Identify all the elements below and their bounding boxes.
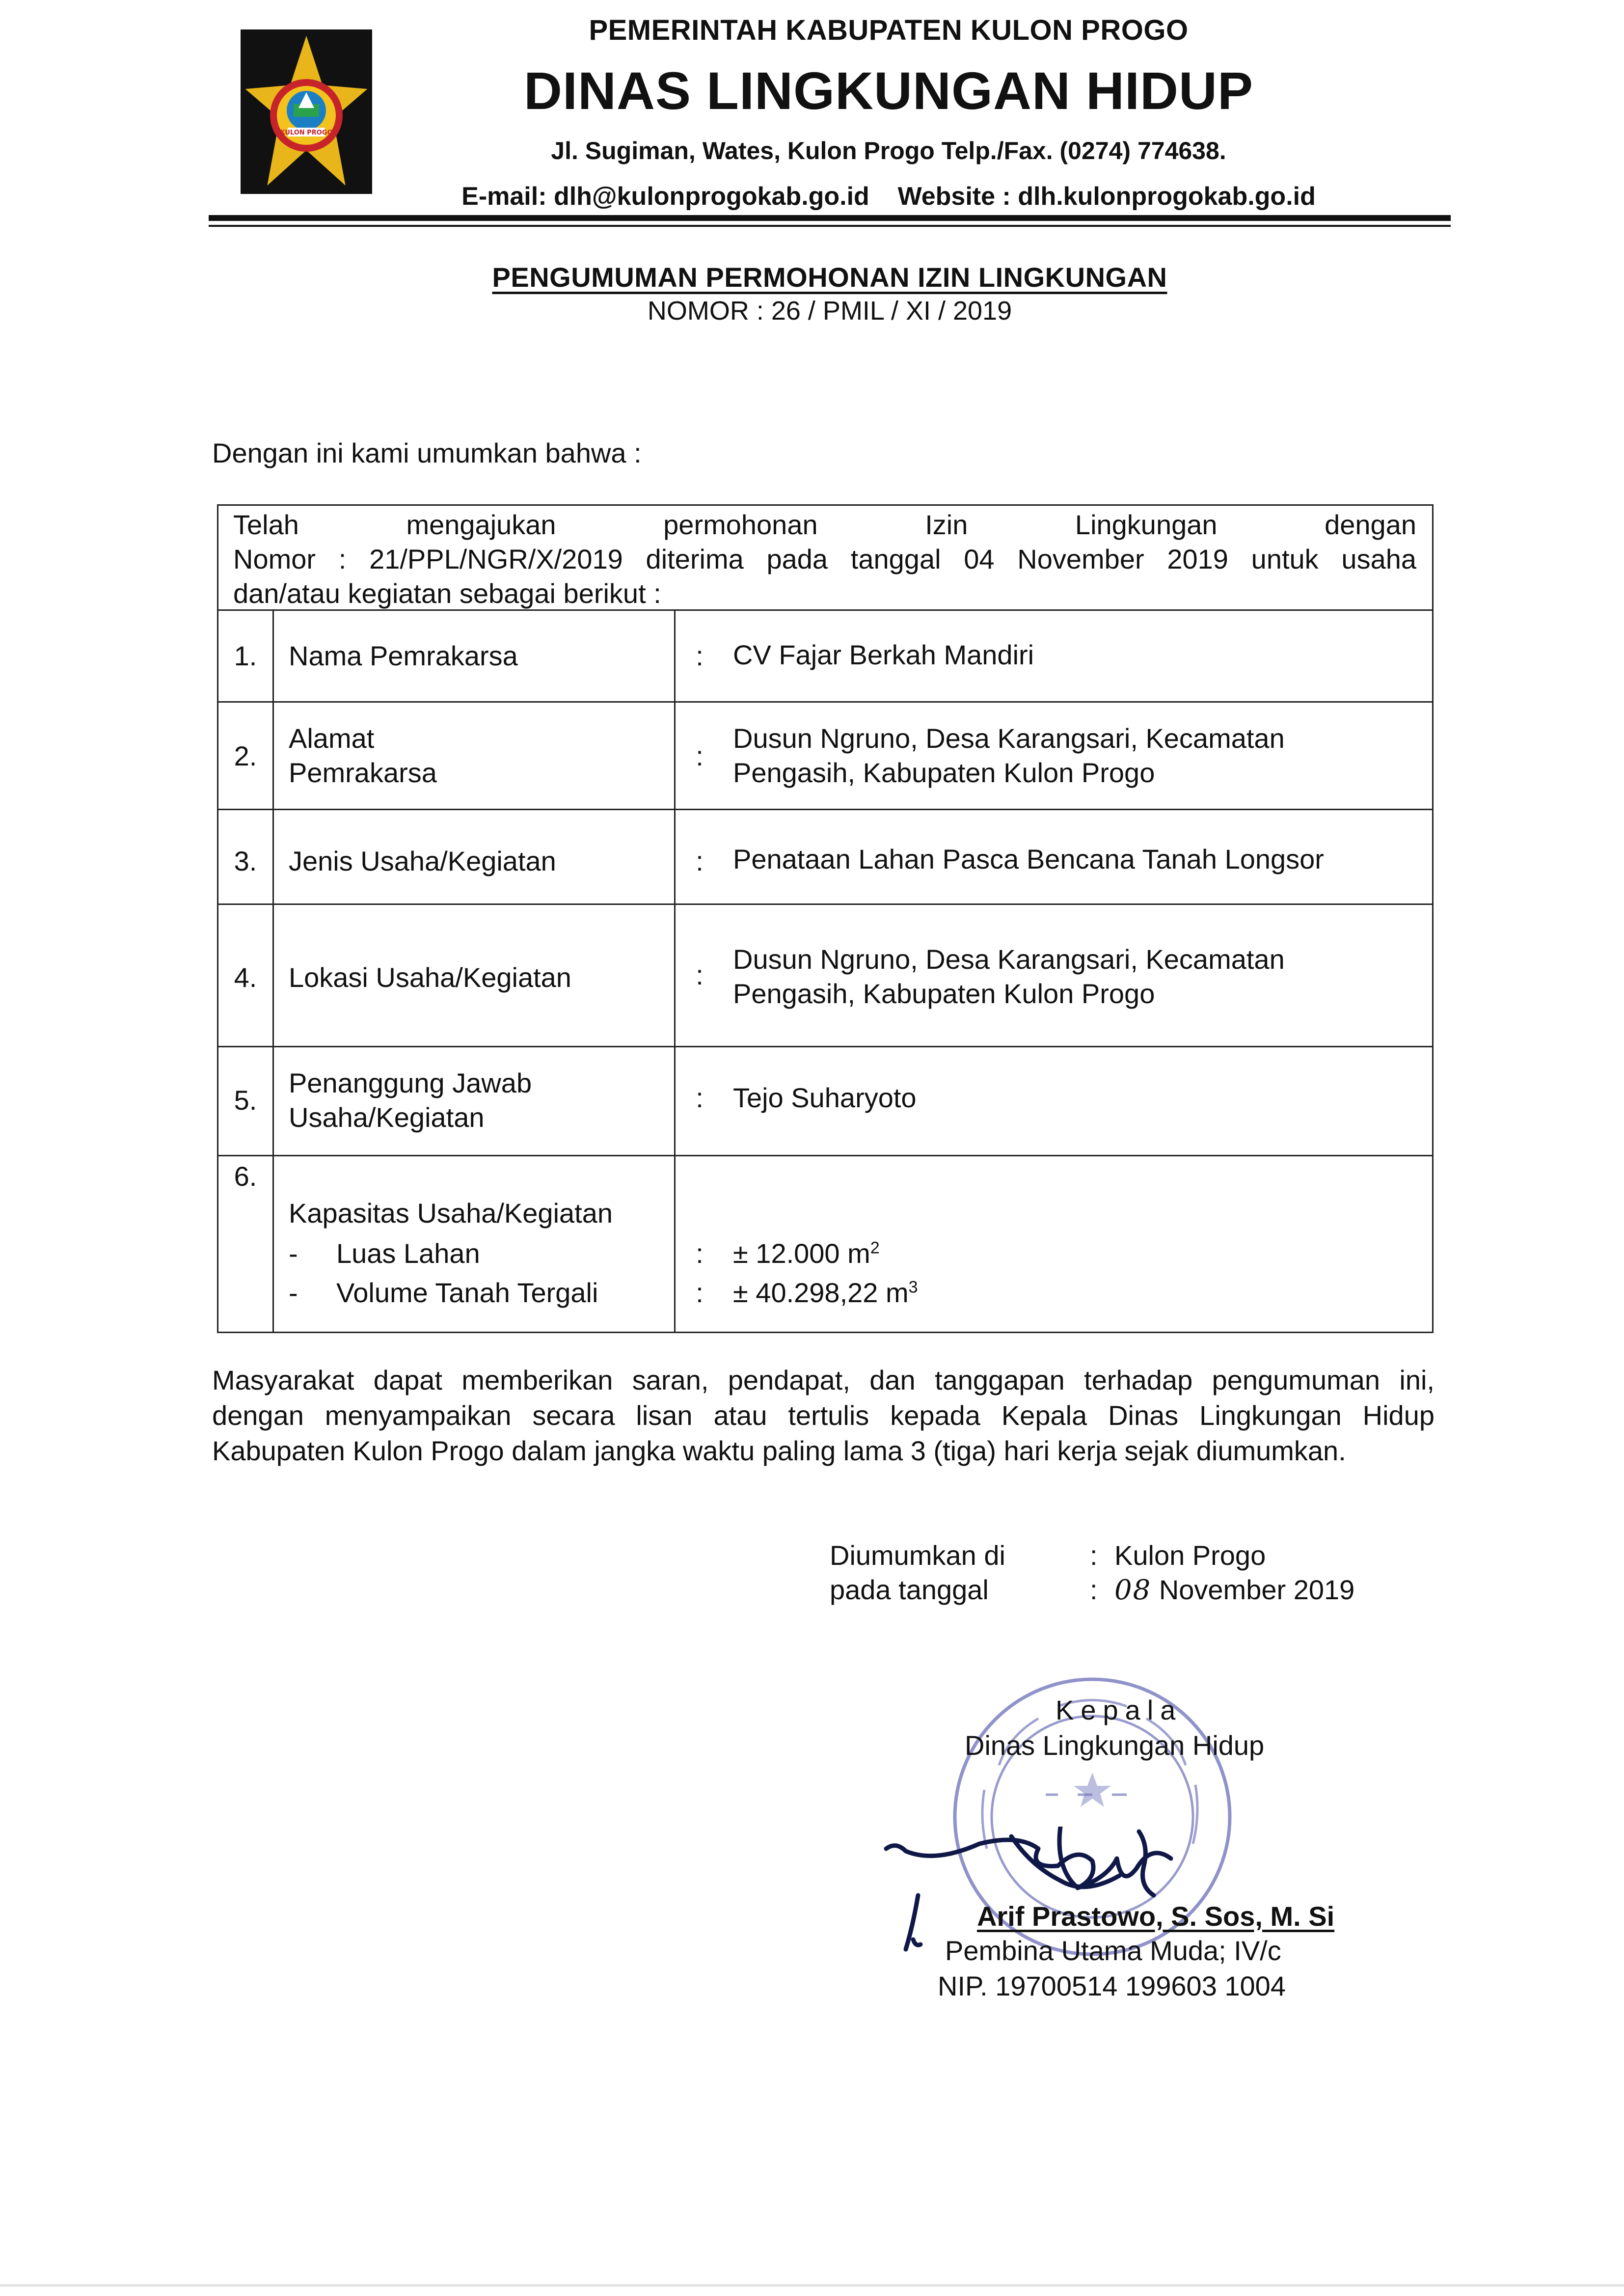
capacity-item-dash: - [289, 1277, 298, 1308]
row-label: Alamat [289, 723, 375, 754]
row-number: 2. [234, 740, 257, 771]
table-row-divider [218, 809, 1432, 810]
capacity-item-value: ± 40.298,22 $m^3$ [733, 1277, 918, 1308]
row-colon: : [696, 846, 704, 876]
unit-exponent: 2 [870, 1238, 880, 1257]
closing-line: Kabupaten Kulon Progo dalam jangka waktu paling lama 3 (tiga) hari kerja sejak diumumkan. [212, 1435, 1346, 1466]
row-value: Pengasih, Kabupaten Kulon Progo [733, 757, 1155, 788]
row-value: Pengasih, Kabupaten Kulon Progo [733, 978, 1155, 1009]
table-row-divider [218, 1046, 1432, 1047]
row-label: Penanggung Jawab [289, 1067, 532, 1098]
signatory-rank: Pembina Utama Muda; IV/c [945, 1935, 1281, 1966]
row-number: 5. [234, 1085, 257, 1116]
signatory-name: Arif Prastowo, S. Sos, M. Si [977, 1901, 1335, 1932]
row-colon: : [696, 959, 704, 990]
table-intro-line: dan/atau kegiatan sebagai berikut : [233, 578, 661, 609]
row-label: Pemrakarsa [289, 757, 437, 788]
announcement-title: PENGUMUMAN PERMOHONAN IZIN LINGKUNGAN [492, 262, 1167, 293]
table-row-divider [218, 903, 1432, 905]
application-details-table [217, 504, 1434, 1333]
closing-line: Masyarakat dapat memberikan saran, pendapat, dan tanggapan terhadap pengumuman ini, [212, 1365, 1435, 1395]
row-value: Dusun Ngruno, Desa Karangsari, Kecamatan [733, 723, 1285, 754]
row-colon: : [696, 1277, 704, 1308]
row-label: Kapasitas Usaha/Kegiatan [289, 1198, 613, 1229]
table-column-divider [674, 609, 676, 1332]
capacity-item-dash: - [289, 1238, 298, 1269]
government-name: PEMERINTAH KABUPATEN KULON PROGO [589, 14, 1189, 46]
capacity-item-value: ± 12.000 $m^2$ [733, 1238, 880, 1269]
row-label: Usaha/Kegiatan [289, 1102, 485, 1133]
date-colon: : [1090, 1574, 1098, 1605]
row-colon: : [696, 1082, 704, 1113]
svg-text:KULON PROGO: KULON PROGO [280, 129, 333, 137]
place-label: Diumumkan di [830, 1540, 1005, 1571]
closing-paragraph [212, 1363, 1435, 1469]
capacity-item-label: Luas Lahan [336, 1238, 480, 1269]
department-name: DINAS LINGKUNGAN HIDUP [523, 61, 1253, 120]
row-number: 1. [234, 640, 257, 671]
intro-text: Dengan ini kami umumkan bahwa : [212, 437, 642, 468]
row-colon: : [696, 640, 704, 671]
capacity-item-label: Volume Tanah Tergali [336, 1277, 598, 1308]
announcement-number: NOMOR : 26 / PMIL / XI / 2019 [647, 296, 1012, 326]
row-number: 3. [234, 846, 257, 876]
signatory-title: Kepala [1056, 1695, 1183, 1725]
row-colon: : [696, 1238, 704, 1269]
kulon-progo-emblem-icon [241, 29, 372, 194]
row-value: Penataan Lahan Pasca Bencana Tanah Longsor [733, 844, 1324, 875]
row-value: Dusun Ngruno, Desa Karangsari, Kecamatan [733, 944, 1285, 975]
place-colon: : [1090, 1540, 1098, 1571]
letterhead-divider-thick [209, 215, 1451, 221]
table-intro-line: Nomor : 21/PPL/NGR/X/2019 diterima pada tanggal 04 November 2019 untuk usaha [233, 544, 1416, 574]
handwritten-day: 08 [1114, 1574, 1152, 1606]
row-label: Jenis Usaha/Kegiatan [289, 846, 556, 876]
office-contact: E-mail: dlh@kulonprogokab.go.id Website : dlh.kulonprogokab.go.id [461, 182, 1316, 211]
date-label: pada tanggal [830, 1574, 989, 1605]
scan-edge [0, 2284, 1624, 2287]
row-label: Nama Pemrakarsa [289, 640, 518, 671]
row-value: Tejo Suharyoto [733, 1082, 917, 1113]
table-row-divider [218, 701, 1432, 703]
regency-logo [241, 29, 372, 194]
table-row-divider [218, 1155, 1432, 1156]
date-value: 08 November 2019 [1114, 1574, 1355, 1606]
unit-exponent: 3 [908, 1278, 918, 1297]
table-column-divider [272, 609, 274, 1332]
row-colon: : [696, 740, 704, 771]
signatory-nip: NIP. 19700514 199603 1004 [938, 1970, 1286, 2001]
signatory-office: Dinas Lingkungan Hidup [965, 1730, 1265, 1761]
row-number: 6. [234, 1161, 257, 1192]
row-number: 4. [234, 962, 257, 993]
row-label: Lokasi Usaha/Kegiatan [289, 962, 571, 993]
letterhead-divider-thin [209, 225, 1451, 227]
table-intro-line: Telah mengajukan permohonan Izin Lingkungan dengan [233, 509, 1416, 540]
place-value: Kulon Progo [1114, 1540, 1266, 1571]
office-address: Jl. Sugiman, Wates, Kulon Progo Telp./Fax. (0274) 774638. [551, 137, 1226, 164]
row-value: CV Fajar Berkah Mandiri [733, 639, 1034, 670]
table-row-divider [218, 609, 1432, 611]
closing-line: dengan menyampaikan secara lisan atau tertulis kepada Kepala Dinas Lingkungan Hidup [212, 1400, 1435, 1431]
